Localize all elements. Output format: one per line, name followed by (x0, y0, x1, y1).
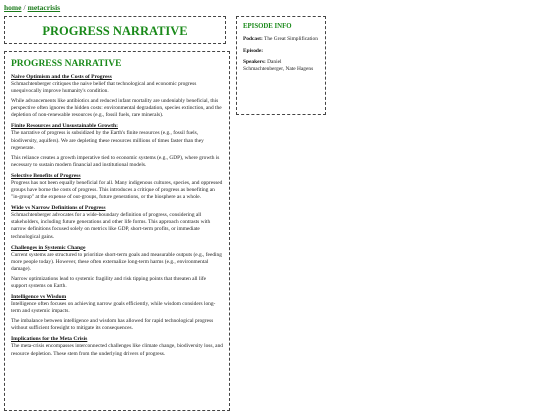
page-title-box (4, 16, 226, 44)
speakers-info (243, 59, 319, 72)
section-title: Selective Benefits of Progress (11, 172, 81, 179)
podcast-label: Podcast: (243, 36, 263, 42)
section-title: Finite Resources and Unsustainable Growth: (11, 123, 119, 130)
section-paragraph: Schmachtenberger advocates for a wide-boundary definition of progress, considering all stakeholders, including future generations and other life forms. This approach contrasts with narrow definitions focused solely on metrics like GDP, short-term profits, or immediate technological gains. (11, 212, 211, 240)
section-paragraph: Current systems are structured to prioritize short-term goals and measurable outputs (e.g., feeding more people today). However, these often externalize long-term harms (e.g., environmental damage). (11, 251, 222, 272)
podcast-info (243, 36, 319, 43)
section-title: Wide vs Narrow Definitions of Progress (11, 205, 106, 212)
breadcrumb-separator: / (23, 3, 26, 12)
episode-info-panel (236, 16, 326, 115)
speakers-label: Speakers: (243, 59, 266, 66)
speakers-value: Daniel Schmachtenberger, Nate Hagens (243, 59, 314, 72)
breadcrumb-home-link[interactable]: home (4, 3, 22, 12)
podcast-value: The Great Simplification (264, 36, 318, 42)
page-title: PROGRESS NARRATIVE (42, 24, 188, 38)
sections-container (11, 74, 223, 358)
section-paragraph: Progress has not been equally beneficial for all. Many indigenous cultures, species, and oppressed groups have borne the costs of progress. This introduces a critique of progress as benefiting an "in-group" at the expense of out-groups, future generations, or the biosphere as a whole. (11, 179, 223, 201)
section-title: Implications for the Meta Crisis (11, 336, 88, 343)
episode-info (243, 48, 319, 55)
main-content[interactable] (4, 51, 230, 411)
section-paragraph: Schmachtenberger critiques the naive belief that technological and economic progress unequivocally improve humanity's condition. (11, 81, 197, 95)
breadcrumb-current-link[interactable]: metacrisis (27, 3, 61, 12)
section-paragraph: Narrow optimizations lead to systemic fragility and risk tipping points that threaten all life support systems on Earth. (11, 275, 207, 289)
content-heading: PROGRESS NARRATIVE (11, 59, 122, 69)
episode-label: Episode: (243, 47, 264, 54)
section-paragraph: This reliance creates a growth imperative tied to economic systems (e.g., GDP), where growth is necessary to sustain modern financial and institutional models. (11, 154, 220, 168)
section-title: Naive Optimism and the Costs of Progress (11, 74, 112, 80)
section-paragraph: Intelligence often focuses on achieving narrow goals efficiently, while wisdom considers long-term and systemic impacts. (11, 301, 216, 315)
section-paragraph: The meta-crisis encompasses interconnected challenges like climate change, biodiversity loss, and resource depletion. These stem from the underlying drivers of progress. (11, 343, 223, 357)
section-paragraph: The narrative of progress is subsidized by the Earth's finite resources (e.g., fossil fuels, biodiversity, aquifers). We are depleting these resources millions of times faster than they regenerate. (11, 130, 204, 151)
breadcrumb (4, 3, 60, 12)
section-title: Intelligence vs Wisdom (11, 294, 67, 301)
section-paragraph: The imbalance between intelligence and wisdom has allowed for rapid technological progress without sufficient foresight to mitigate its consequences. (11, 318, 214, 332)
section-paragraph: While advancements like antibiotics and reduced infant mortality are undeniably beneficial, this perspective often ignores the hidden costs: environmental degradation, species extinction, and the depletion of non-renewable resources (e.g., fossil fuels, rare minerals). (11, 98, 222, 119)
section-title: Challenges in Systemic Change (11, 244, 86, 251)
episode-info-heading: EPISODE INFO (243, 23, 292, 30)
